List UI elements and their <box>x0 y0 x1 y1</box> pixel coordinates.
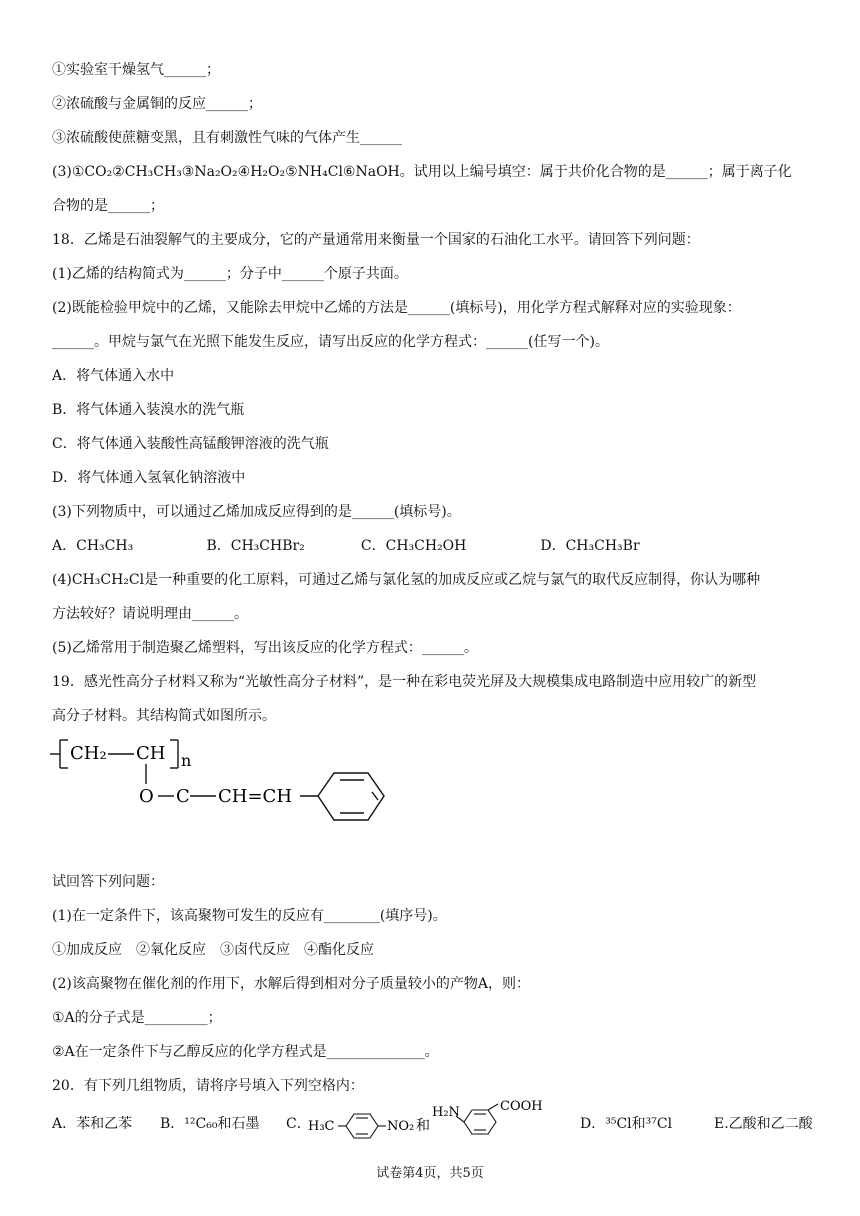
polymer-structure-diagram <box>48 730 388 850</box>
page-footer: 试卷第4页，共5页 <box>376 1166 484 1181</box>
q19-part-2: (2)该高聚物在催化剂的作用下，水解后得到相对分子质量较小的产物A，则： <box>52 976 530 992</box>
option-d: D．CH₃CH₃Br <box>540 538 640 554</box>
q18-option-b: B．将气体通入装溴水的洗气瓶 <box>52 402 245 418</box>
option-a: A．CH₃CH₃ <box>52 538 134 554</box>
line-5: 合物的是______； <box>52 198 164 214</box>
line-1: ①实验室干燥氢气______； <box>52 62 220 78</box>
question-19-stem: 19．感光性高分子材料又称为“光敏性高分子材料”，是一种在彩电荧光屏及大规模集成电路制造中应用较广的新型 <box>52 674 757 690</box>
q18-part-2: (2)既能检验甲烷中的乙烯，又能除去甲烷中乙烯的方法是______(填标号)，用化学方程式解释对应的实验现象： <box>52 300 741 316</box>
option-b: B．CH₃CHBr₂ <box>206 538 305 554</box>
q19-part-2-a: ①A的分子式是_________； <box>52 1010 222 1026</box>
c-no2-label: NO₂ <box>387 1119 415 1134</box>
c-he-label: 和 <box>416 1118 430 1134</box>
q18-option-a: A．将气体通入水中 <box>52 368 175 384</box>
o-label: O <box>139 786 154 807</box>
q20-option-c: C． <box>286 1116 311 1132</box>
ch-label: CH <box>136 743 166 764</box>
q19-part-2-b: ②A在一定条件下与乙醇反应的化学方程式是______________。 <box>52 1044 439 1060</box>
q18-part-2-cont: ______。甲烷与氯气在光照下能发生反应，请写出反应的化学方程式：______(任写一个)。 <box>52 334 609 350</box>
q20-option-c-structures <box>308 1098 608 1146</box>
q20-option-e: E.乙酸和乙二酸 <box>714 1116 813 1132</box>
c-h3c-label: H₃C <box>308 1119 335 1134</box>
c-label: C <box>176 786 190 807</box>
n-label: n <box>181 751 192 770</box>
q18-part-4: (4)CH₃CH₂Cl是一种重要的化工原料，可通过乙烯与氯化氢的加成反应或乙烷与氯气的取代反应制得，你认为哪种 <box>52 572 761 588</box>
q18-option-c: C．将气体通入装酸性高锰酸钾溶液的洗气瓶 <box>52 436 329 452</box>
c-cooh-label: COOH <box>500 1099 543 1114</box>
q18-part-1: (1)乙烯的结构简式为______；分子中______个原子共面。 <box>52 266 408 282</box>
chch-label: CH=CH <box>218 786 293 807</box>
question-19-stem-cont: 高分子材料。其结构简式如图所示。 <box>52 708 276 724</box>
ch2-label: CH₂ <box>70 743 107 764</box>
q19-part-1-options: ①加成反应 ②氧化反应 ③卤代反应 ④酯化反应 <box>52 942 374 958</box>
c-h2n-label: H₂N <box>432 1105 460 1120</box>
line-2: ②浓硫酸与金属铜的反应______； <box>52 96 262 112</box>
line-4: (3)①CO₂②CH₃CH₃③Na₂O₂④H₂O₂⑤NH₄Cl⑥NaOH。试用以上编号填空：属于共价化合物的是______；属于离子化 <box>52 164 792 180</box>
q19-part-1: (1)在一定条件下，该高聚物可发生的反应有________(填序号)。 <box>52 908 447 924</box>
option-c: C．CH₃CH₂OH <box>360 538 467 554</box>
question-20-stem: 20．有下列几组物质，请将序号填入下列空格内： <box>52 1078 364 1094</box>
question-18-stem: 18．乙烯是石油裂解气的主要成分，它的产量通常用来衡量一个国家的石油化工水平。请回答下列问题： <box>52 232 700 248</box>
q20-option-b: B．¹²C₆₀和石墨 <box>160 1116 260 1132</box>
q18-part-3: (3)下列物质中，可以通过乙烯加成反应得到的是______(填标号)。 <box>52 504 461 520</box>
q20-option-a: A．苯和乙苯 <box>52 1116 133 1132</box>
line-3: ③浓硫酸使蔗糖变黑，且有刺激性气味的气体产生______ <box>52 130 402 146</box>
q18-option-d: D．将气体通入氢氧化钠溶液中 <box>52 470 246 486</box>
q19-instruction: 试回答下列问题： <box>52 874 164 890</box>
q18-part-3-options <box>52 537 640 555</box>
q18-part-5: (5)乙烯常用于制造聚乙烯塑料，写出该反应的化学方程式：______。 <box>52 640 478 656</box>
q20-option-d: D．³⁵Cl和³⁷Cl <box>580 1116 673 1132</box>
q18-part-4-cont: 方法较好？请说明理由______。 <box>52 606 248 622</box>
